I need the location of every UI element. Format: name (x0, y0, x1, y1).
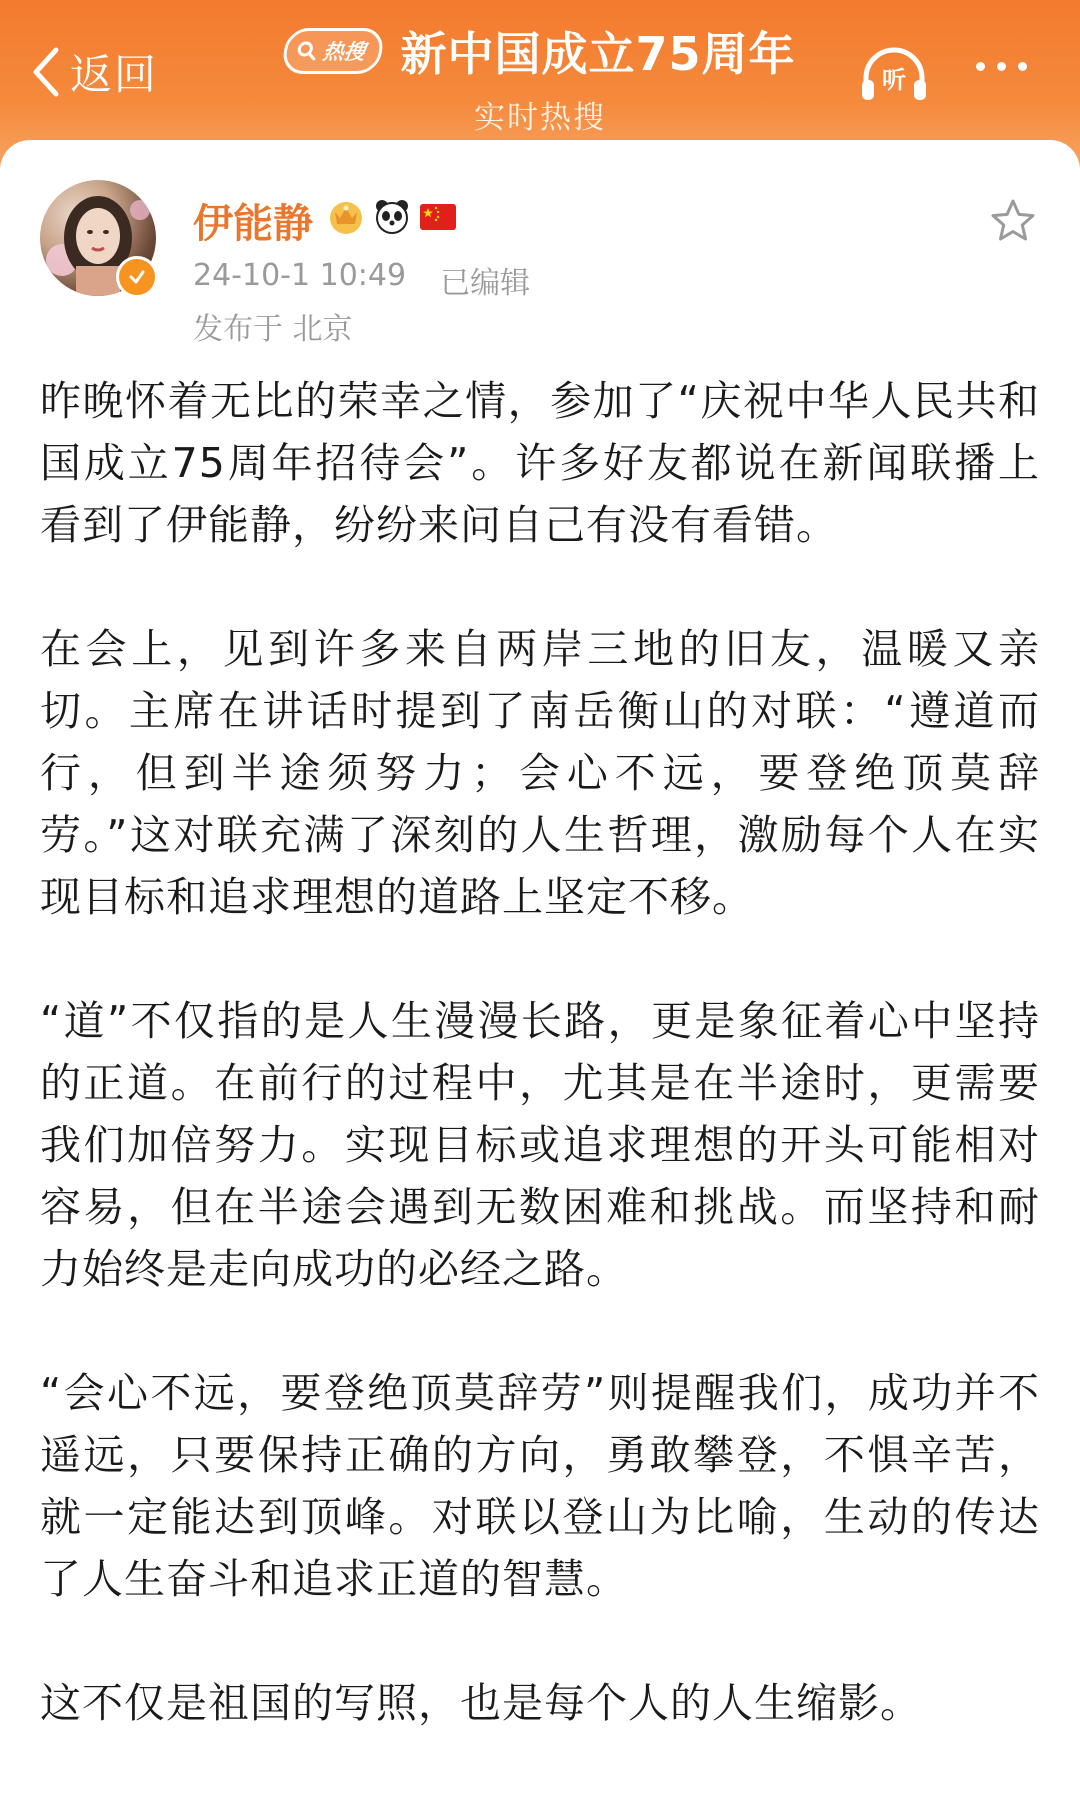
edited-label[interactable]: 已编辑 (440, 266, 531, 301)
post-paragraph: 在会上，见到许多来自两岸三地的旧友，温暖又亲切。主席在讲话时提到了南岳衡山的对联：“遵道而行，但到半途须努力；会心不远，要登绝顶莫辞劳。”这对联充满了深刻的人生哲理，激励每个人在实现目标和追求理想的道路上坚定不移。 (40, 625, 1040, 921)
more-dot-icon (997, 62, 1006, 71)
hot-badge-label: 热搜 (321, 40, 368, 64)
author-name[interactable]: 伊能静 (193, 201, 313, 247)
china-flag-icon[interactable] (418, 196, 458, 236)
panda-icon[interactable] (372, 196, 412, 236)
check-icon (127, 267, 147, 287)
favorite-button[interactable] (990, 198, 1036, 248)
verified-badge (116, 256, 158, 298)
page-title: 新中国成立75周年 (400, 27, 796, 81)
post-content (40, 370, 1040, 1796)
more-dot-icon (1018, 62, 1027, 71)
post-paragraph: “道”不仅指的是人生漫漫长路，更是象征着心中坚持的正道。在前行的过程中，尤其是在半途时，更需要我们加倍努力。实现目标或追求理想的开头可能相对容易，但在半途会遇到无数困难和挑战。而坚持和耐力始终是走向成功的必经之路。 (40, 997, 1040, 1293)
more-options-button[interactable] (976, 62, 1027, 71)
back-label: 返回 (70, 50, 159, 99)
crown-icon[interactable] (326, 196, 366, 236)
listen-label: 听 (882, 66, 906, 94)
hot-search-badge (281, 28, 385, 74)
post-meta (193, 258, 530, 302)
star-icon (990, 198, 1036, 244)
post-card (0, 140, 1080, 1769)
more-dot-icon (976, 62, 985, 71)
search-icon (296, 41, 319, 61)
avatar[interactable] (40, 180, 156, 296)
post-paragraph: 这不仅是祖国的写照，也是每个人的人生缩影。 (40, 1679, 922, 1727)
author-badges (326, 196, 458, 236)
page-subtitle: 实时热搜 (474, 100, 606, 136)
post-paragraph: 昨晚怀着无比的荣幸之情，参加了“庆祝中华人民共和国成立75周年招待会”。许多好友都说在新闻联播上看到了伊能静，纷纷来问自己有没有看错。 (40, 377, 1040, 549)
listen-button[interactable] (858, 46, 930, 106)
post-location: 发布于 北京 (193, 312, 353, 347)
post-paragraph: “会心不远，要登绝顶莫辞劳”则提醒我们，成功并不遥远，只要保持正确的方向，勇敢攀登，不惧辛苦，就一定能达到顶峰。对联以登山为比喻，生动的传达了人生奋斗和追求正道的智慧。 (40, 1369, 1040, 1603)
post-time: 24-10-1 10:49 (193, 258, 407, 293)
